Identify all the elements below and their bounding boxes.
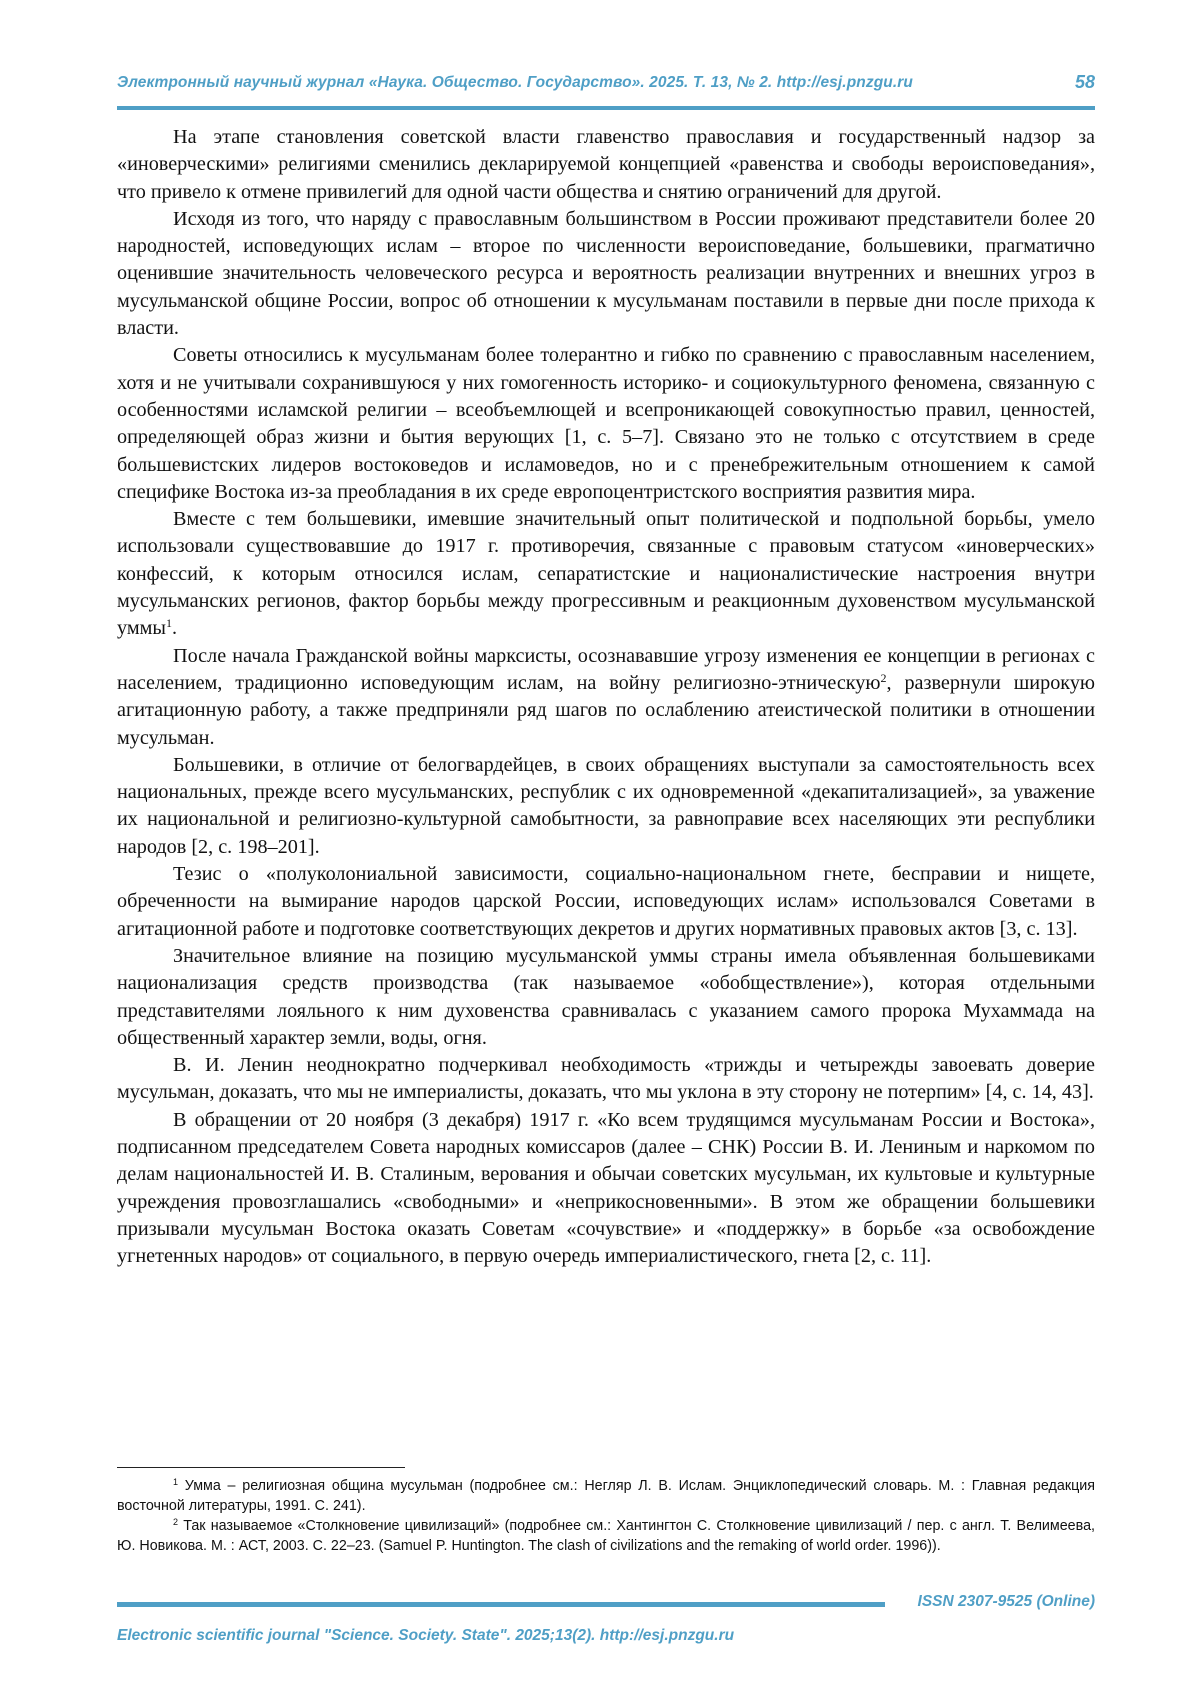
paragraph-text: Большевики, в отличие от белогвардейцев, в своих обращениях выступали за самостоятельность всех национальных, прежде всего мусульманских, республик с их одновременной «декапитализацией», за уважение их национальной и религиозно-культурной самобытности, за равноправие всех населяющих эти республики народов [2, с. 198–201]. [117, 753, 1095, 858]
footnote-number: 2 [173, 1517, 179, 1527]
paragraph [117, 861, 1095, 943]
issn-label: ISSN 2307-9525 (Online) [917, 1593, 1095, 1610]
paragraph [117, 342, 1095, 506]
footnotes [117, 1476, 1095, 1556]
paragraph [117, 643, 1095, 752]
footnote-number: 1 [173, 1477, 179, 1487]
paragraph-text: На этапе становления советской власти главенство православия и государственный надзор за «иноверческими» религиями сменились декларируемой концепцией «равенства и свободы вероисповедания», что привело к отмене привилегий для одной части общества и снятию ограничений для другой. [117, 126, 1095, 203]
paragraph [117, 506, 1095, 642]
paragraph-text: Значительное влияние на позицию мусульманской уммы страны имела объявленная большевиками национализация средств производства (так называемое «обобществление»), которая отдельными представителями лояльного к ним духовенства сравнивалась с указанием самого пророка Мухаммада на общественный характер земли, воды, огня. [117, 944, 1095, 1049]
paragraph [117, 752, 1095, 861]
paragraph-text: Советы относились к мусульманам более толерантно и гибко по сравнению с православным населением, хотя и не учитывали сохранившуюся у них гомогенность историко- и социокультурного феномена, связанную с особенностями исламской религии – всеобъемлющей и всепроникающей совокупностью правил, ценностей, определяющей образ жизни и бытия верующих [1, с. 5–7]. Связано это не только с отсутствием в среде большевистских лидеров востоковедов и исламоведов, но и с пренебрежительным отношением к самой специфике Востока из-за преобладания в их среде европоцентристского восприятия развития мира. [117, 344, 1095, 503]
paragraph-text: В. И. Ленин неоднократно подчеркивал необходимость «трижды и четырежды завоевать доверие мусульман, доказать, что мы не империалисты, доказать, что мы уклона в эту сторону не потерпим» [4, с. 14, 43]. [117, 1054, 1095, 1104]
footnote-text: Умма – религиозная община мусульман (подробнее см.: Негляр Л. В. Ислам. Энциклопедический словарь. М. : Главная редакция восточной литературы, 1991. С. 241). [117, 1478, 1095, 1514]
paragraph [117, 206, 1095, 342]
page-number: 58 [1074, 72, 1095, 92]
paragraph-text: Исходя из того, что наряду с православным большинством в России проживают представители более 20 народностей, исповедующих ислам – второе по численности вероисповедание, большевики, прагматично оценившие значительность человеческого ресурса и вероятность реализации внутренних и внешних угроз в мусульманской общине России, вопрос об отношении к мусульманам поставили в первые дни после прихода к власти. [117, 207, 1095, 340]
paragraph-tail: , развернули широкую агитационную работу, а также предприняли ряд шагов по ослаблению атеистической политики в отношении мусульман. [117, 671, 1095, 749]
paragraph-tail: . [171, 617, 177, 640]
footer-rule [117, 1602, 885, 1607]
paragraph-text: В обращении от 20 ноября (3 декабря) 1917 г. «Ко всем трудящимся мусульманам России и Востока», подписанном председателем Совета народных комиссаров (далее – СНК) России В. И. Лениным и наркомом по делам национальностей И. В. Сталиным, верования и обычаи советских мусульман, их культовые и культурные учреждения провозглашались «свободными» и «неприкосновенными». В этом же обращении большевики призывали мусульман Востока оказать Советам «сочувствие» и «поддержку» в борьбе «за освобождение угнетенных народов» от социального, в первую очередь империалистического, гнета [2, с. 11]. [117, 1108, 1095, 1268]
footnote-text: Так называемое «Столкновение цивилизаций» (подробнее см.: Хантингтон С. Столкновение цивилизаций / пер. с англ. Т. Велимеева, Ю. Новикова. М. : АСТ, 2003. С. 22–23. (Samuel P. Huntington. The clash of civilizations and the remaking of world order. 1996)). [117, 1518, 1095, 1554]
paragraph [117, 943, 1095, 1052]
running-header [117, 74, 1095, 102]
paragraph-text: После начала Гражданской войны марксисты, осознававшие угрозу изменения ее концепции в регионах с населением, традиционно исповедующим ислам, на войну религиозно-этническую [117, 644, 1095, 694]
paragraph [117, 124, 1095, 206]
paragraph-text: Тезис о «полуколониальной зависимости, социально-национальном гнете, бесправии и нищете, обреченности на вымирание народов царской России, исповедующих ислам» использовался Советами в агитационной работе и подготовке соответствующих декретов и других нормативных правовых актов [3, с. 13]. [117, 863, 1095, 940]
article-body [117, 124, 1095, 1270]
paragraph-text: Вместе с тем большевики, имевшие значительный опыт политической и подпольной борьбы, умело использовали существовавшие до 1917 г. противоречия, связанные с правовым статусом «иноверческих» конфессий, к которым относился ислам, сепаратистские и националистические настроения внутри мусульманских регионов, фактор борьбы между прогрессивным и реакционным духовенством мусульманской уммы [117, 508, 1095, 640]
footer-citation: Electronic scientific journal "Science. Society. State". 2025;13(2). http://esj.pnzgu.ru [117, 1627, 735, 1644]
footnote-ref[interactable]: 1 [165, 616, 172, 631]
paragraph [117, 1107, 1095, 1271]
footnote [117, 1516, 1095, 1556]
footnote-separator [117, 1467, 405, 1468]
footnote-ref[interactable]: 2 [880, 670, 887, 685]
journal-header: Электронный научный журнал «Наука. Общество. Государство». 2025. Т. 13, № 2. http://esj.pnzgu.ru [117, 74, 913, 91]
header-rule [117, 106, 1095, 110]
paragraph [117, 1052, 1095, 1107]
footnote [117, 1476, 1095, 1516]
